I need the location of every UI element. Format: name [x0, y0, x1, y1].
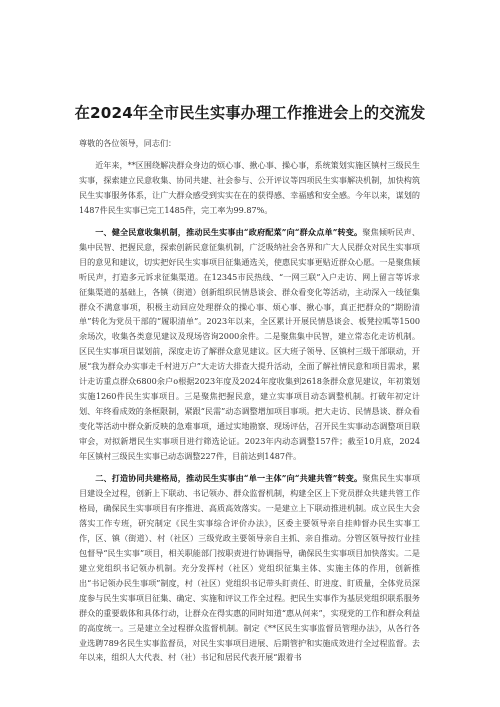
section-2-paragraph [79, 471, 420, 665]
salutation: 尊敬的各位领导，同志们： [79, 138, 177, 148]
section-2-body: 聚焦民生实事项目建设全过程，创新上下联动、书记领办、群众监督机制，构建全区上下党员群众共建共管工作格局，确保民生实事项目有序推进、高质高效落实。一是建立上下联动推进机制。成立民生大会落实工作专班，研究制定《民生实事综合评价办法》，区委主要领导亲自挂帅督办民生实事工作，区、镇（街道）、村（社区）三级党政主要领导亲自主抓、亲自推动。分管区领导按行业挂包督导“民生实事”项目，相关职能部门按职责进行协调指导，确保民生实事项目加快落实。二是建立党组织书记领办机制。充分发挥村（社区）党组织征集主体、实施主体的作用，创新推出“书记领办民生事项”制度，村（社区）党组织书记带头盯责任、盯进度、盯质量，全体党员深度参与民生实事项目征集、确定、实施和评议工作全过程。把民生实事作为基层党组织联系服务群众的重要载体和具体行动，让群众在得实惠的同时知道“惠从何来”，实现党的工作和群众利益的高度统一。三是建立全过程群众监督机制。制定《**区民生实事监督员管理办法》，从各行各业选聘789名民生实事监督员，对民生实事项目进展、后期管护和实施成效进行全过程监督。去年以来，组织人大代表、村（社）书记和居民代表开展“跟着书 [79, 473, 420, 663]
section-1-heading: 一、健全民意收集机制，推动民生实事由“政府配菜”向“群众点单”转变。 [95, 226, 363, 237]
intro-paragraph: 近年来，**区围绕解决群众身边的烦心事、揪心事、操心事，系统策划实施区镇村三级民生实事，探索建立民意收集、协同共建、社会参与、公开评议等四项民生实事解决机制，加快构筑民生实事服务体系，让广大群众感受到实实在在的获得感、幸福感和安全感。今年以来，谋划的1487件民生实事已完工1485件，完工率为99.87%。 [79, 159, 420, 215]
section-1-paragraph [79, 225, 420, 464]
document-title: 在2024年全市民生实事办理工作推进会上的交流发 [74, 104, 426, 122]
section-2-heading: 二、打造协同共建格局，推动民生实事由“单一主体”向“共建共管”转变。 [95, 473, 363, 484]
document-body [79, 136, 420, 672]
section-1-body: 聚焦倾听民声、集中民智、把握民意，探索创新民意征集机制，广泛吸纳社会各界和广大人民群众对民生实事项目的意见和建议，切实把好民生实事项目征集通选关，使惠民实事更贴近群众心愿。一是聚焦倾听民声，打造多元诉求征集渠道。在12345市民热线、“一网三联”入户走访、网上留言等诉求征集渠道的基础上，各镇（街道）创新组织民情恳谈会、群众看变化等活动，主动深入一线征集群众不满意事项，积极主动回应处理群众的操心事、烦心事、揪心事，真正把群众的“期盼清单”转化为党员干部的“履职清单”。2023年以来，全区累计开展民情恳谈会、板凳拉呱等1500余场次，收集各类意见建议及现场咨询2000余件。二是聚焦集中民智，建立常态化走访机制。区民生实事项目谋划前，深度走访了解群众意见建议。区大班子领导、区镇村三级干部联动，开展“我为群众办实事走千村进万户”大走访大排查大提升活动，全面了解社情民意和项目需求，累计走访重点群众6800余户ο根据2023年度及2024年度收集到2618条群众意见建议，年初策划实施1260件民生实事项目。三是聚焦把握民意，建立实事项目动态调整机制。打破年初定计划、年终看成效的条框限制，紧跟“民需”动态调整增加项目事项。把大走访、民情恳谈、群众看变化等活动中群众新反映的急难事项，通过实地勘察、现场评估，召开民生实事动态调整项目联审会，对拟新增民生实事项目进行筛选论证。2023年内动态调整157件；截至10月底，2024年区镇村三级民生实事已动态调整227件，目前达到1487件。 [79, 226, 420, 462]
